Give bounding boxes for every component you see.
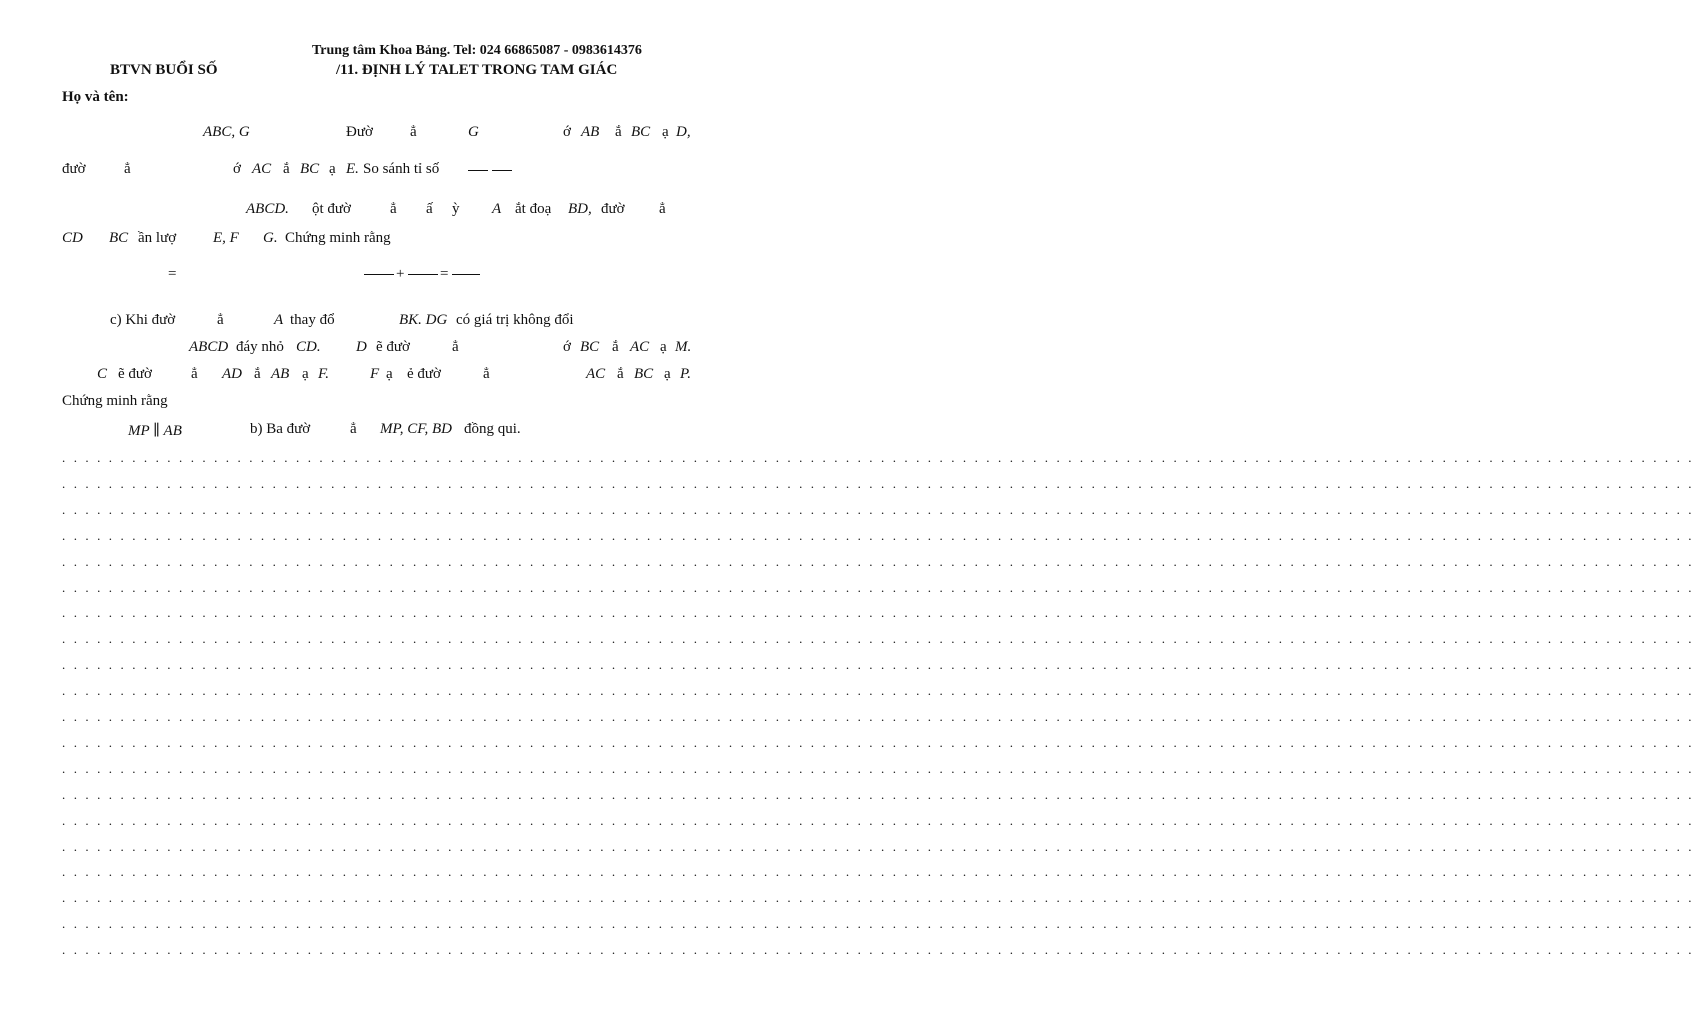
homework-title: BTVN BUỔI SỐ	[110, 62, 218, 78]
math-expression: D,	[676, 124, 691, 140]
math-expression: AC	[586, 366, 606, 382]
math-expression: BK. DG	[399, 312, 448, 328]
math-expression: F	[370, 366, 380, 382]
text-fragment: ẳ	[483, 366, 490, 382]
answer-dotted-line[interactable]: . . . . . . . . . . . . . . . . . . . . . . . . . . . . . . . . . . . . . . . . . . . . . . . . . . . . . . . . . . . . . . . . . . . . . . . . . . . . . . . . . . . . . . . . . . . . . . . . . . . . . . . . . . . . . . . . . . . . . . . . . . . . . . . . . . . . . . . . . . . .	[62, 709, 1694, 724]
text-fragment: b) Ba đườ	[250, 421, 311, 437]
math-expression: CD	[62, 230, 83, 246]
text-fragment: ạ	[664, 366, 671, 382]
text-fragment: ạ	[329, 161, 336, 177]
text-fragment: ẳ	[217, 312, 224, 328]
answer-dotted-line[interactable]: . . . . . . . . . . . . . . . . . . . . . . . . . . . . . . . . . . . . . . . . . . . . . . . . . . . . . . . . . . . . . . . . . . . . . . . . . . . . . . . . . . . . . . . . . . . . . . . . . . . . . . . . . . . . . . . . . . . . . . . . . . . . . . . . . . . . . . . . . . . .	[62, 864, 1694, 880]
text-fragment: đồng qui.	[464, 421, 521, 437]
text-fragment: ắ	[283, 161, 290, 177]
answer-dotted-line[interactable]: . . . . . . . . . . . . . . . . . . . . . . . . . . . . . . . . . . . . . . . . . . . . . . . . . . . . . . . . . . . . . . . . . . . . . . . . . . . . . . . . . . . . . . . . . . . . . . . . . . . . . . . . . . . . . . . . . . . . . . . . . . . . . . . . . . . . . . . . . . . .	[62, 553, 1694, 569]
math-expression: MP, CF, BD	[380, 421, 452, 437]
math-expression: BC	[631, 124, 651, 140]
text-fragment: ẳ	[659, 201, 666, 217]
math-expression: E, F	[213, 230, 239, 246]
text-fragment: ẳ	[390, 201, 397, 217]
text-fragment: có giá trị không đổi	[456, 312, 574, 328]
text-fragment: c) Khi đườ	[110, 312, 176, 328]
math-expression: BC	[634, 366, 654, 382]
text-fragment: đườ	[601, 201, 625, 217]
text-fragment: ột đườ	[312, 201, 351, 217]
equation-fraction-2	[408, 274, 438, 275]
math-expression: G.	[263, 230, 278, 246]
math-expression: AB	[271, 366, 290, 382]
answer-dotted-line[interactable]: . . . . . . . . . . . . . . . . . . . . . . . . . . . . . . . . . . . . . . . . . . . . . . . . . . . . . . . . . . . . . . . . . . . . . . . . . . . . . . . . . . . . . . . . . . . . . . . . . . . . . . . . . . . . . . . . . . . . . . . . . . . . . . . . . . . . . . . . . . . .	[62, 683, 1694, 699]
equation-equals: =	[168, 266, 177, 282]
text-fragment: thay đổ	[290, 312, 335, 328]
answer-dotted-line[interactable]: . . . . . . . . . . . . . . . . . . . . . . . . . . . . . . . . . . . . . . . . . . . . . . . . . . . . . . . . . . . . . . . . . . . . . . . . . . . . . . . . . . . . . . . . . . . . . . . . . . . . . . . . . . . . . . . . . . . . . . . . . . . . . . . . . . . . . . . . . . . .	[62, 786, 1694, 802]
text-fragment: Chứng minh rằng	[285, 230, 391, 246]
math-expression: G	[468, 124, 479, 140]
answer-dotted-line[interactable]: . . . . . . . . . . . . . . . . . . . . . . . . . . . . . . . . . . . . . . . . . . . . . . . . . . . . . . . . . . . . . . . . . . . . . . . . . . . . . . . . . . . . . . . . . . . . . . . . . . . . . . . . . . . . . . . . . . . . . . . . . . . . . . . . . . . . . . . . . . . .	[62, 916, 1694, 932]
fraction-bar	[468, 170, 488, 171]
text-fragment: ỳ	[452, 201, 460, 217]
math-expression: AC	[630, 339, 650, 355]
text-fragment: ẳ	[124, 161, 131, 177]
text-fragment: ẽ đườ	[118, 366, 152, 382]
answer-dotted-line[interactable]: . . . . . . . . . . . . . . . . . . . . . . . . . . . . . . . . . . . . . . . . . . . . . . . . . . . . . . . . . . . . . . . . . . . . . . . . . . . . . . . . . . . . . . . . . . . . . . . . . . . . . . . . . . . . . . . . . . . . . . . . . . . . . . . . . . . . . . . . . . . .	[62, 942, 1694, 958]
math-expression: CD.	[296, 339, 321, 355]
answer-dotted-line[interactable]: . . . . . . . . . . . . . . . . . . . . . . . . . . . . . . . . . . . . . . . . . . . . . . . . . . . . . . . . . . . . . . . . . . . . . . . . . . . . . . . . . . . . . . . . . . . . . . . . . . . . . . . . . . . . . . . . . . . . . . . . . . . . . . . . . . . . . . . . . . . .	[62, 838, 1694, 854]
text-fragment: ắ	[615, 124, 622, 140]
equation-equals-2: =	[440, 266, 449, 282]
text-fragment: ẳ	[410, 124, 417, 140]
lesson-title: /11. ĐỊNH LÝ TALET TRONG TAM GIÁC	[336, 62, 618, 78]
text-fragment: ẳ	[452, 339, 459, 355]
equation-fraction-1	[364, 274, 394, 275]
math-expression: F.	[318, 366, 329, 382]
text-fragment: ắ	[617, 366, 624, 382]
math-expression: E.	[346, 161, 359, 177]
answer-dotted-line[interactable]: . . . . . . . . . . . . . . . . . . . . . . . . . . . . . . . . . . . . . . . . . . . . . . . . . . . . . . . . . . . . . . . . . . . . . . . . . . . . . . . . . . . . . . . . . . . . . . . . . . . . . . . . . . . . . . . . . . . . . . . . . . . . . . . . . . . . . . . . . . . .	[62, 760, 1694, 776]
math-expression: ABC, G	[203, 124, 250, 140]
fraction-bar	[492, 170, 512, 171]
text-fragment: đườ	[62, 161, 86, 177]
math-expression: AB	[581, 124, 600, 140]
center-contact-info: Trung tâm Khoa Bảng. Tel: 024 66865087 - 0983614376	[312, 43, 642, 58]
answer-dotted-line[interactable]: . . . . . . . . . . . . . . . . . . . . . . . . . . . . . . . . . . . . . . . . . . . . . . . . . . . . . . . . . . . . . . . . . . . . . . . . . . . . . . . . . . . . . . . . . . . . . . . . . . . . . . . . . . . . . . . . . . . . . . . . . . . . . . . . . . . . . . . . . . . .	[62, 657, 1694, 673]
answer-dotted-line[interactable]: . . . . . . . . . . . . . . . . . . . . . . . . . . . . . . . . . . . . . . . . . . . . . . . . . . . . . . . . . . . . . . . . . . . . . . . . . . . . . . . . . . . . . . . . . . . . . . . . . . . . . . . . . . . . . . . . . . . . . . . . . . . . . . . . . . . . . . . . . . . .	[62, 734, 1694, 750]
text-fragment: ắ	[254, 366, 261, 382]
text-fragment: ẳ	[191, 366, 198, 382]
answer-dotted-line[interactable]: . . . . . . . . . . . . . . . . . . . . . . . . . . . . . . . . . . . . . . . . . . . . . . . . . . . . . . . . . . . . . . . . . . . . . . . . . . . . . . . . . . . . . . . . . . . . . . . . . . . . . . . . . . . . . . . . . . . . . . . . . . . . . . . . . . . . . . . . . . . .	[62, 631, 1694, 647]
answer-dotted-line[interactable]: . . . . . . . . . . . . . . . . . . . . . . . . . . . . . . . . . . . . . . . . . . . . . . . . . . . . . . . . . . . . . . . . . . . . . . . . . . . . . . . . . . . . . . . . . . . . . . . . . . . . . . . . . . . . . . . . . . . . . . . . . . . . . . . . . . . . . . . . . . . .	[62, 890, 1694, 906]
text-fragment: ấ	[426, 201, 433, 217]
math-expression: AD	[222, 366, 242, 382]
math-expression: ABCD	[189, 339, 229, 355]
math-expression: A	[492, 201, 502, 217]
math-expression: A	[274, 312, 284, 328]
answer-dotted-line[interactable]: . . . . . . . . . . . . . . . . . . . . . . . . . . . . . . . . . . . . . . . . . . . . . . . . . . . . . . . . . . . . . . . . . . . . . . . . . . . . . . . . . . . . . . . . . . . . . . . . . . . . . . . . . . . . . . . . . . . . . . . . . . . . . . . . . . . . . . . . . . . .	[62, 527, 1694, 543]
math-expression: BC	[580, 339, 600, 355]
text-fragment: ẽ đườ	[376, 339, 410, 355]
text-fragment: Đườ	[346, 124, 373, 140]
math-expression: MP ∥ AB	[128, 423, 182, 439]
answer-dotted-line[interactable]: . . . . . . . . . . . . . . . . . . . . . . . . . . . . . . . . . . . . . . . . . . . . . . . . . . . . . . . . . . . . . . . . . . . . . . . . . . . . . . . . . . . . . . . . . . . . . . . . . . . . . . . . . . . . . . . . . . . . . . . . . . . . . . . . . . . . . . . . . . . .	[62, 812, 1694, 828]
name-label: Họ và tên:	[62, 89, 129, 105]
answer-dotted-line[interactable]: . . . . . . . . . . . . . . . . . . . . . . . . . . . . . . . . . . . . . . . . . . . . . . . . . . . . . . . . . . . . . . . . . . . . . . . . . . . . . . . . . . . . . . . . . . . . . . . . . . . . . . . . . . . . . . . . . . . . . . . . . . . . . . . . . . . . . . . . . . . .	[62, 450, 1694, 465]
equation-plus: +	[396, 266, 405, 282]
math-expression: C	[97, 366, 108, 382]
text-fragment: So sánh tỉ số	[363, 161, 440, 177]
equation-fraction-3	[452, 274, 480, 275]
math-expression: BC	[300, 161, 320, 177]
math-expression: P.	[680, 366, 691, 382]
text-fragment: ẻ đườ	[407, 366, 441, 382]
math-expression: D	[356, 339, 367, 355]
text-fragment: ớ	[233, 161, 241, 177]
text-fragment: ắ	[612, 339, 619, 355]
math-expression: BC	[109, 230, 129, 246]
text-fragment: ần lượ	[138, 230, 177, 246]
answer-dotted-line[interactable]: . . . . . . . . . . . . . . . . . . . . . . . . . . . . . . . . . . . . . . . . . . . . . . . . . . . . . . . . . . . . . . . . . . . . . . . . . . . . . . . . . . . . . . . . . . . . . . . . . . . . . . . . . . . . . . . . . . . . . . . . . . . . . . . . . . . . . . . . . . . .	[62, 579, 1694, 595]
text-fragment: ẳ	[350, 421, 357, 437]
math-expression: BD,	[568, 201, 592, 217]
text-fragment: ạ	[386, 366, 393, 382]
text-fragment: ớ	[563, 339, 571, 355]
math-expression: M.	[675, 339, 692, 355]
answer-dotted-line[interactable]: . . . . . . . . . . . . . . . . . . . . . . . . . . . . . . . . . . . . . . . . . . . . . . . . . . . . . . . . . . . . . . . . . . . . . . . . . . . . . . . . . . . . . . . . . . . . . . . . . . . . . . . . . . . . . . . . . . . . . . . . . . . . . . . . . . . . . . . . . . . .	[62, 475, 1694, 491]
text-fragment: ớ	[563, 124, 571, 140]
text-fragment: Chứng minh rằng	[62, 393, 168, 409]
math-expression: ABCD.	[246, 201, 289, 217]
text-fragment: ắt đoạ	[515, 201, 552, 217]
answer-dotted-line[interactable]: . . . . . . . . . . . . . . . . . . . . . . . . . . . . . . . . . . . . . . . . . . . . . . . . . . . . . . . . . . . . . . . . . . . . . . . . . . . . . . . . . . . . . . . . . . . . . . . . . . . . . . . . . . . . . . . . . . . . . . . . . . . . . . . . . . . . . . . . . . . .	[62, 501, 1694, 517]
text-fragment: ạ	[660, 339, 667, 355]
text-fragment: ạ	[662, 124, 669, 140]
math-expression: AC	[252, 161, 272, 177]
text-fragment: đáy nhỏ	[236, 339, 284, 355]
text-fragment: ạ	[302, 366, 309, 382]
answer-dotted-line[interactable]: . . . . . . . . . . . . . . . . . . . . . . . . . . . . . . . . . . . . . . . . . . . . . . . . . . . . . . . . . . . . . . . . . . . . . . . . . . . . . . . . . . . . . . . . . . . . . . . . . . . . . . . . . . . . . . . . . . . . . . . . . . . . . . . . . . . . . . . . . . . .	[62, 605, 1694, 621]
